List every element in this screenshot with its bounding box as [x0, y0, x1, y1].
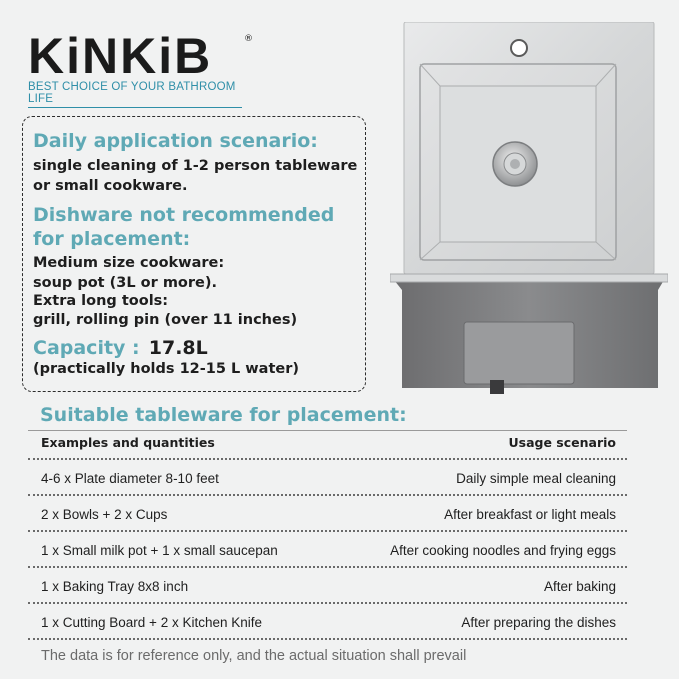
- brand-name: KiNKiB: [28, 28, 213, 84]
- row-example: 1 x Baking Tray 8x8 inch: [41, 579, 189, 594]
- row-example: 1 x Small milk pot + 1 x small saucepan: [41, 543, 278, 558]
- medium-cookware-line-1: Medium size cookware:: [33, 255, 225, 271]
- long-tools-line-2: grill, rolling pin (over 11 inches): [33, 312, 298, 328]
- sink-image: [390, 22, 668, 396]
- row-example: 2 x Bowls + 2 x Cups: [41, 507, 168, 522]
- info-box: [22, 116, 366, 392]
- capacity-label: Capacity :: [33, 337, 140, 359]
- row-usage: After baking: [543, 579, 616, 594]
- not-recommended-heading-2: for placement:: [33, 228, 191, 250]
- row-example: 1 x Cutting Board + 2 x Kitchen Knife: [41, 615, 263, 630]
- registered-mark: ®: [244, 34, 253, 44]
- header-usage: Usage scenario: [508, 435, 616, 450]
- medium-cookware-line-2: soup pot (3L or more).: [33, 275, 218, 291]
- table-title: Suitable tableware for placement:: [40, 404, 407, 426]
- footnote: The data is for reference only, and the actual situation shall prevail: [41, 648, 467, 664]
- brand-logo: [28, 30, 258, 108]
- table-row: [28, 460, 627, 496]
- row-example: 4-6 x Plate diameter 8-10 feet: [41, 471, 219, 486]
- table-row: [28, 568, 627, 604]
- table-header: [28, 424, 627, 460]
- row-usage: After breakfast or light meals: [444, 507, 616, 522]
- brand-tagline: BEST CHOICE OF YOUR BATHROOM LIFE: [28, 81, 242, 108]
- row-usage: After cooking noodles and frying eggs: [390, 543, 616, 558]
- capacity-row: [33, 337, 208, 359]
- row-usage: Daily simple meal cleaning: [456, 471, 616, 486]
- capacity-value: 17.8L: [148, 337, 208, 359]
- table-row: [28, 496, 627, 532]
- capacity-note: (practically holds 12-15 L water): [33, 361, 300, 377]
- table-row: [28, 532, 627, 568]
- scenario-line-1: single cleaning of 1-2 person tableware: [33, 158, 358, 174]
- table-row: [28, 604, 627, 640]
- scenario-line-2: or small cookware.: [33, 178, 188, 194]
- row-usage: After preparing the dishes: [461, 615, 616, 630]
- not-recommended-heading-1: Dishware not recommended: [33, 204, 335, 226]
- scenario-heading: Daily application scenario:: [33, 130, 318, 152]
- faucet-hole: [511, 40, 527, 56]
- long-tools-line-1: Extra long tools:: [33, 293, 169, 309]
- header-examples: Examples and quantities: [41, 435, 215, 450]
